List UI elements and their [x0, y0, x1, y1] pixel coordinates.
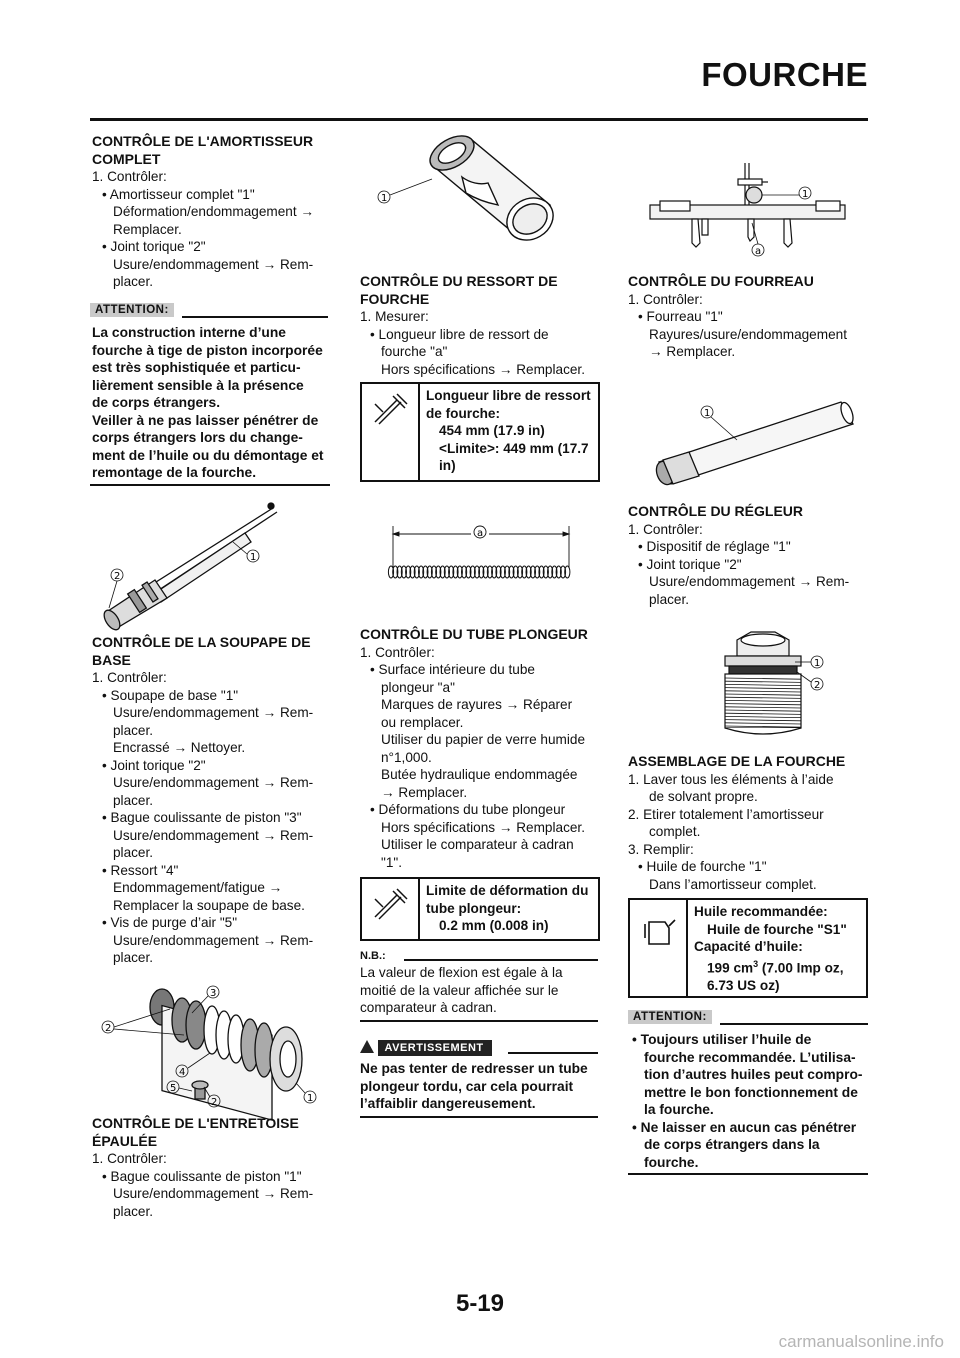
attention-bottom-rule: [90, 484, 330, 486]
section-base-valve-check: [92, 634, 332, 967]
callout-a: a: [477, 528, 484, 539]
measurement-tool-icon: [362, 384, 420, 480]
spec-line: [694, 956, 847, 977]
callout-1: 1: [250, 552, 257, 563]
base-valve-illustration: [100, 975, 325, 1110]
note-box: [360, 950, 598, 1017]
step-text: 1. Laver tous les éléments à l’aide: [628, 771, 834, 787]
callout-2: 2: [114, 571, 121, 582]
bullet-text: placer.: [649, 591, 690, 607]
callout-1: 1: [704, 408, 711, 419]
callout-a: a: [755, 246, 762, 257]
bullet-text: n°1,000.: [381, 749, 432, 765]
spec-box-spring-length: [360, 382, 600, 482]
bullet-text: → Remplacer.: [649, 344, 736, 359]
attention-box: [90, 300, 330, 482]
bullet-text: • Joint torique "2": [102, 239, 206, 254]
callout-5: 5: [170, 1083, 177, 1094]
step-text: 1. Contrôler:: [628, 521, 703, 537]
callout-1: 1: [381, 193, 388, 204]
header-rule: [90, 118, 868, 121]
attention-line: • Toujours utiliser l’huile de: [632, 1032, 812, 1047]
bullet-text: Usure/endommagement → Rem-: [113, 1186, 314, 1201]
bullet-text: Marques de rayures → Réparer: [381, 697, 573, 712]
bullet-text: • Amortisseur complet "1": [102, 186, 255, 202]
bullet-text: placer.: [113, 274, 154, 289]
attention-text: [628, 1031, 868, 1171]
damper-assembly-illustration: [95, 498, 295, 628]
bullet-text: plongeur "a": [381, 679, 455, 695]
attention-label: ATTENTION:: [628, 1010, 712, 1024]
attention-line: la fourche.: [644, 1102, 714, 1117]
callout-2: 2: [211, 1097, 218, 1108]
warning-triangle-icon: [360, 1040, 374, 1053]
callout-3: 3: [210, 988, 217, 999]
warning-text: [360, 1060, 600, 1113]
bullet-text: • Bague coulissante de piston "1": [102, 1168, 302, 1184]
spec-line: 0.2 mm (0.008 in): [439, 918, 549, 933]
page-title: FOURCHE: [701, 56, 868, 93]
bullet-text: placer.: [113, 950, 154, 965]
bullet-text: placer.: [113, 722, 154, 738]
note-line: comparateur à cadran.: [360, 1000, 497, 1015]
bullet-text: • Joint torique "2": [638, 556, 742, 572]
bullet-text: Usure/endommagement → Rem-: [649, 574, 850, 589]
section-outer-tube-check: [628, 273, 868, 361]
section-title: CONTRÔLE DU RÉGLEUR: [628, 503, 803, 519]
section-adjuster-check: [628, 503, 868, 608]
attention-line: fourche à tige de piston incorporée: [92, 342, 323, 358]
bullet-text: Usure/endommagement → Rem-: [113, 932, 314, 948]
note-bottom-rule: [360, 1020, 598, 1022]
attention-box: [628, 1007, 868, 1171]
warning-label: AVERTISSEMENT: [378, 1040, 491, 1056]
spec-text: [688, 900, 853, 996]
callout-2: 2: [105, 1023, 112, 1034]
section-inner-tube-check: [360, 626, 600, 871]
bullet-text: "1".: [381, 854, 402, 870]
warning-line: plongeur tordu, car cela pourrait: [360, 1078, 574, 1094]
attention-line: lièrement sensible à la présence: [92, 377, 304, 393]
attention-line: est très sophistiquée et particu-: [92, 360, 301, 375]
callout-2: 2: [814, 680, 821, 691]
step-text: de solvant propre.: [649, 789, 758, 804]
bullet-text: Butée hydraulique endommagée: [381, 767, 578, 782]
callout-4: 4: [179, 1067, 186, 1078]
spec-line: Longueur libre de ressort: [426, 388, 591, 403]
warning-line: Ne pas tenter de redresser un tube: [360, 1061, 588, 1076]
section-fork-spring-check: [360, 273, 600, 378]
bullet-text: Usure/endommagement → Rem-: [113, 256, 314, 272]
bullet-text: → Remplacer.: [381, 784, 468, 800]
step-text: 3. Remplir:: [628, 841, 694, 857]
bullet-text: Utiliser le comparateur à cadran: [381, 837, 574, 852]
section-title: CONTRÔLE DE L'ENTRETOISE: [92, 1115, 299, 1131]
bullet-text: Encrassé → Nettoyer.: [113, 740, 246, 755]
bullet-text: Dans l’amortisseur complet.: [649, 876, 817, 892]
spec-box-fork-oil: [628, 898, 868, 998]
bullet-text: • Joint torique "2": [102, 757, 206, 773]
spec-text: [420, 384, 597, 480]
bullet-text: • Vis de purge d’air "5": [102, 915, 238, 930]
section-spacer-check: [92, 1115, 332, 1220]
attention-line: fourche.: [644, 1154, 699, 1170]
attention-line: • Ne laisser en aucun cas pénétrer: [632, 1119, 857, 1135]
attention-line: remontage de la fourche.: [92, 465, 257, 480]
attention-line: tion d’autres huiles peut compro-: [644, 1067, 863, 1082]
spec-box-tube-bend: [360, 877, 600, 941]
callout-1: 1: [307, 1093, 314, 1104]
spec-line: Capacité d’huile:: [694, 939, 803, 954]
section-title: ÉPAULÉE: [92, 1132, 158, 1149]
section-title: CONTRÔLE DU FOURREAU: [628, 273, 814, 289]
bullet-text: Remplacer.: [113, 221, 182, 237]
bullet-text: placer.: [113, 845, 154, 860]
attention-rule: [720, 1023, 868, 1025]
note-line: moitié de la valeur affichée sur le: [360, 982, 559, 998]
note-line: La valeur de flexion est égale à la: [360, 965, 563, 980]
spec-text: [420, 879, 594, 939]
attention-text: [90, 324, 330, 482]
attention-rule: [182, 316, 328, 318]
spec-line: Huile recommandée:: [694, 904, 828, 919]
section-damper-check: [92, 133, 332, 291]
step-text: 1. Contrôler:: [92, 169, 167, 184]
attention-line: de corps étrangers dans la: [644, 1137, 820, 1152]
bullet-text: fourche "a": [381, 344, 448, 359]
spring-length-illustration: [385, 522, 575, 582]
bullet-text: Usure/endommagement → Rem-: [113, 827, 314, 843]
step-text: 1. Contrôler:: [628, 291, 703, 307]
spec-value: 199 cm: [707, 960, 754, 976]
section-fork-assembly: [628, 753, 868, 893]
spec-line: <Limite>: 449 mm (17.7: [439, 440, 589, 456]
bullet-text: Usure/endommagement → Rem-: [113, 705, 314, 720]
spec-line: 6.73 US oz): [707, 977, 780, 993]
bullet-text: placer.: [113, 792, 154, 808]
section-title: CONTRÔLE DE L'AMORTISSEUR: [92, 133, 314, 149]
attention-bottom-rule: [628, 1173, 868, 1175]
warning-badge: [360, 1038, 492, 1056]
step-text: 1. Contrôler:: [92, 670, 167, 685]
spec-line: 454 mm (17.9 in): [439, 423, 545, 438]
section-title: ASSEMBLAGE DE LA FOURCHE: [628, 753, 846, 769]
bullet-text: • Longueur libre de ressort de: [370, 326, 549, 342]
warning-line: l’affaiblir dangereusement.: [360, 1096, 536, 1111]
attention-line: ment de l’huile ou du démontage et: [92, 447, 324, 463]
measurement-tool-icon: [362, 879, 420, 939]
watermark: carmanualsonline.info: [778, 1332, 944, 1351]
attention-line: Veiller à ne pas laisser pénétrer de: [92, 412, 319, 428]
bullet-text: • Bague coulissante de piston "3": [102, 810, 302, 825]
bullet-text: • Ressort "4": [102, 862, 179, 878]
attention-line: fourche recommandée. L’utilisa-: [644, 1049, 856, 1065]
dial-gauge-illustration: [640, 155, 855, 260]
bullet-text: • Surface intérieure du tube: [370, 662, 535, 677]
spec-line: in): [439, 458, 456, 473]
note-rule: [404, 959, 598, 961]
section-title: COMPLET: [92, 150, 161, 167]
bullet-text: • Soupape de base "1": [102, 687, 239, 703]
bullet-text: • Huile de fourche "1": [638, 859, 767, 874]
note-text: [360, 964, 598, 1017]
step-text: 2. Etirer totalement l’amortisseur: [628, 806, 824, 822]
bullet-text: • Fourreau "1": [638, 309, 723, 324]
warning-rule: [508, 1052, 598, 1054]
step-text: 1. Contrôler:: [360, 644, 435, 660]
step-text: 1. Mesurer:: [360, 309, 429, 324]
bullet-text: ou remplacer.: [381, 714, 464, 730]
outer-tube-illustration: [645, 400, 860, 495]
fork-spring-illustration: [370, 135, 570, 265]
attention-line: de corps étrangers.: [92, 395, 221, 410]
attention-label: ATTENTION:: [90, 303, 174, 317]
bullet-text: Rayures/usure/endommagement: [649, 326, 847, 342]
bullet-text: Endommagement/fatigue →: [113, 880, 283, 895]
section-title: CONTRÔLE DU RESSORT DE: [360, 273, 558, 289]
adjuster-illustration: [715, 630, 835, 740]
note-label: N.B.:: [360, 950, 386, 962]
section-title: CONTRÔLE DE LA SOUPAPE DE: [92, 634, 311, 650]
spec-line: de fourche:: [426, 405, 501, 421]
spec-line: Huile de fourche "S1": [707, 921, 847, 937]
section-title: CONTRÔLE DU TUBE PLONGEUR: [360, 626, 588, 642]
spec-line: Limite de déformation du: [426, 883, 589, 898]
spec-line: tube plongeur:: [426, 900, 522, 916]
spec-value: (7.00 Imp oz,: [758, 960, 844, 976]
warning-bottom-rule: [360, 1116, 598, 1118]
bullet-text: Déformation/endommagement →: [113, 204, 314, 219]
callout-1: 1: [814, 658, 821, 669]
bullet-text: Usure/endommagement → Rem-: [113, 775, 314, 790]
attention-line: corps étrangers lors du change-: [92, 430, 303, 445]
callout-1: 1: [802, 189, 809, 200]
section-title: BASE: [92, 651, 131, 668]
spec-superscript: 3: [753, 958, 759, 969]
bullet-text: Hors spécifications → Remplacer.: [381, 819, 585, 835]
oil-can-icon: [630, 900, 688, 996]
attention-line: mettre le bon fonctionnement de: [644, 1084, 858, 1100]
attention-line: La construction interne d’une: [92, 325, 286, 340]
step-text: 1. Contrôler:: [92, 1151, 167, 1166]
bullet-text: Utiliser du papier de verre humide: [381, 732, 586, 747]
page-number: 5-19: [455, 1290, 505, 1317]
bullet-text: Hors spécifications → Remplacer.: [381, 361, 585, 377]
section-title: FOURCHE: [360, 290, 430, 307]
bullet-text: • Dispositif de réglage "1": [638, 539, 791, 554]
step-text: complet.: [649, 824, 701, 839]
bullet-text: placer.: [113, 1203, 154, 1219]
bullet-text: Remplacer la soupape de base.: [113, 897, 305, 913]
bullet-text: • Déformations du tube plongeur: [370, 802, 566, 817]
